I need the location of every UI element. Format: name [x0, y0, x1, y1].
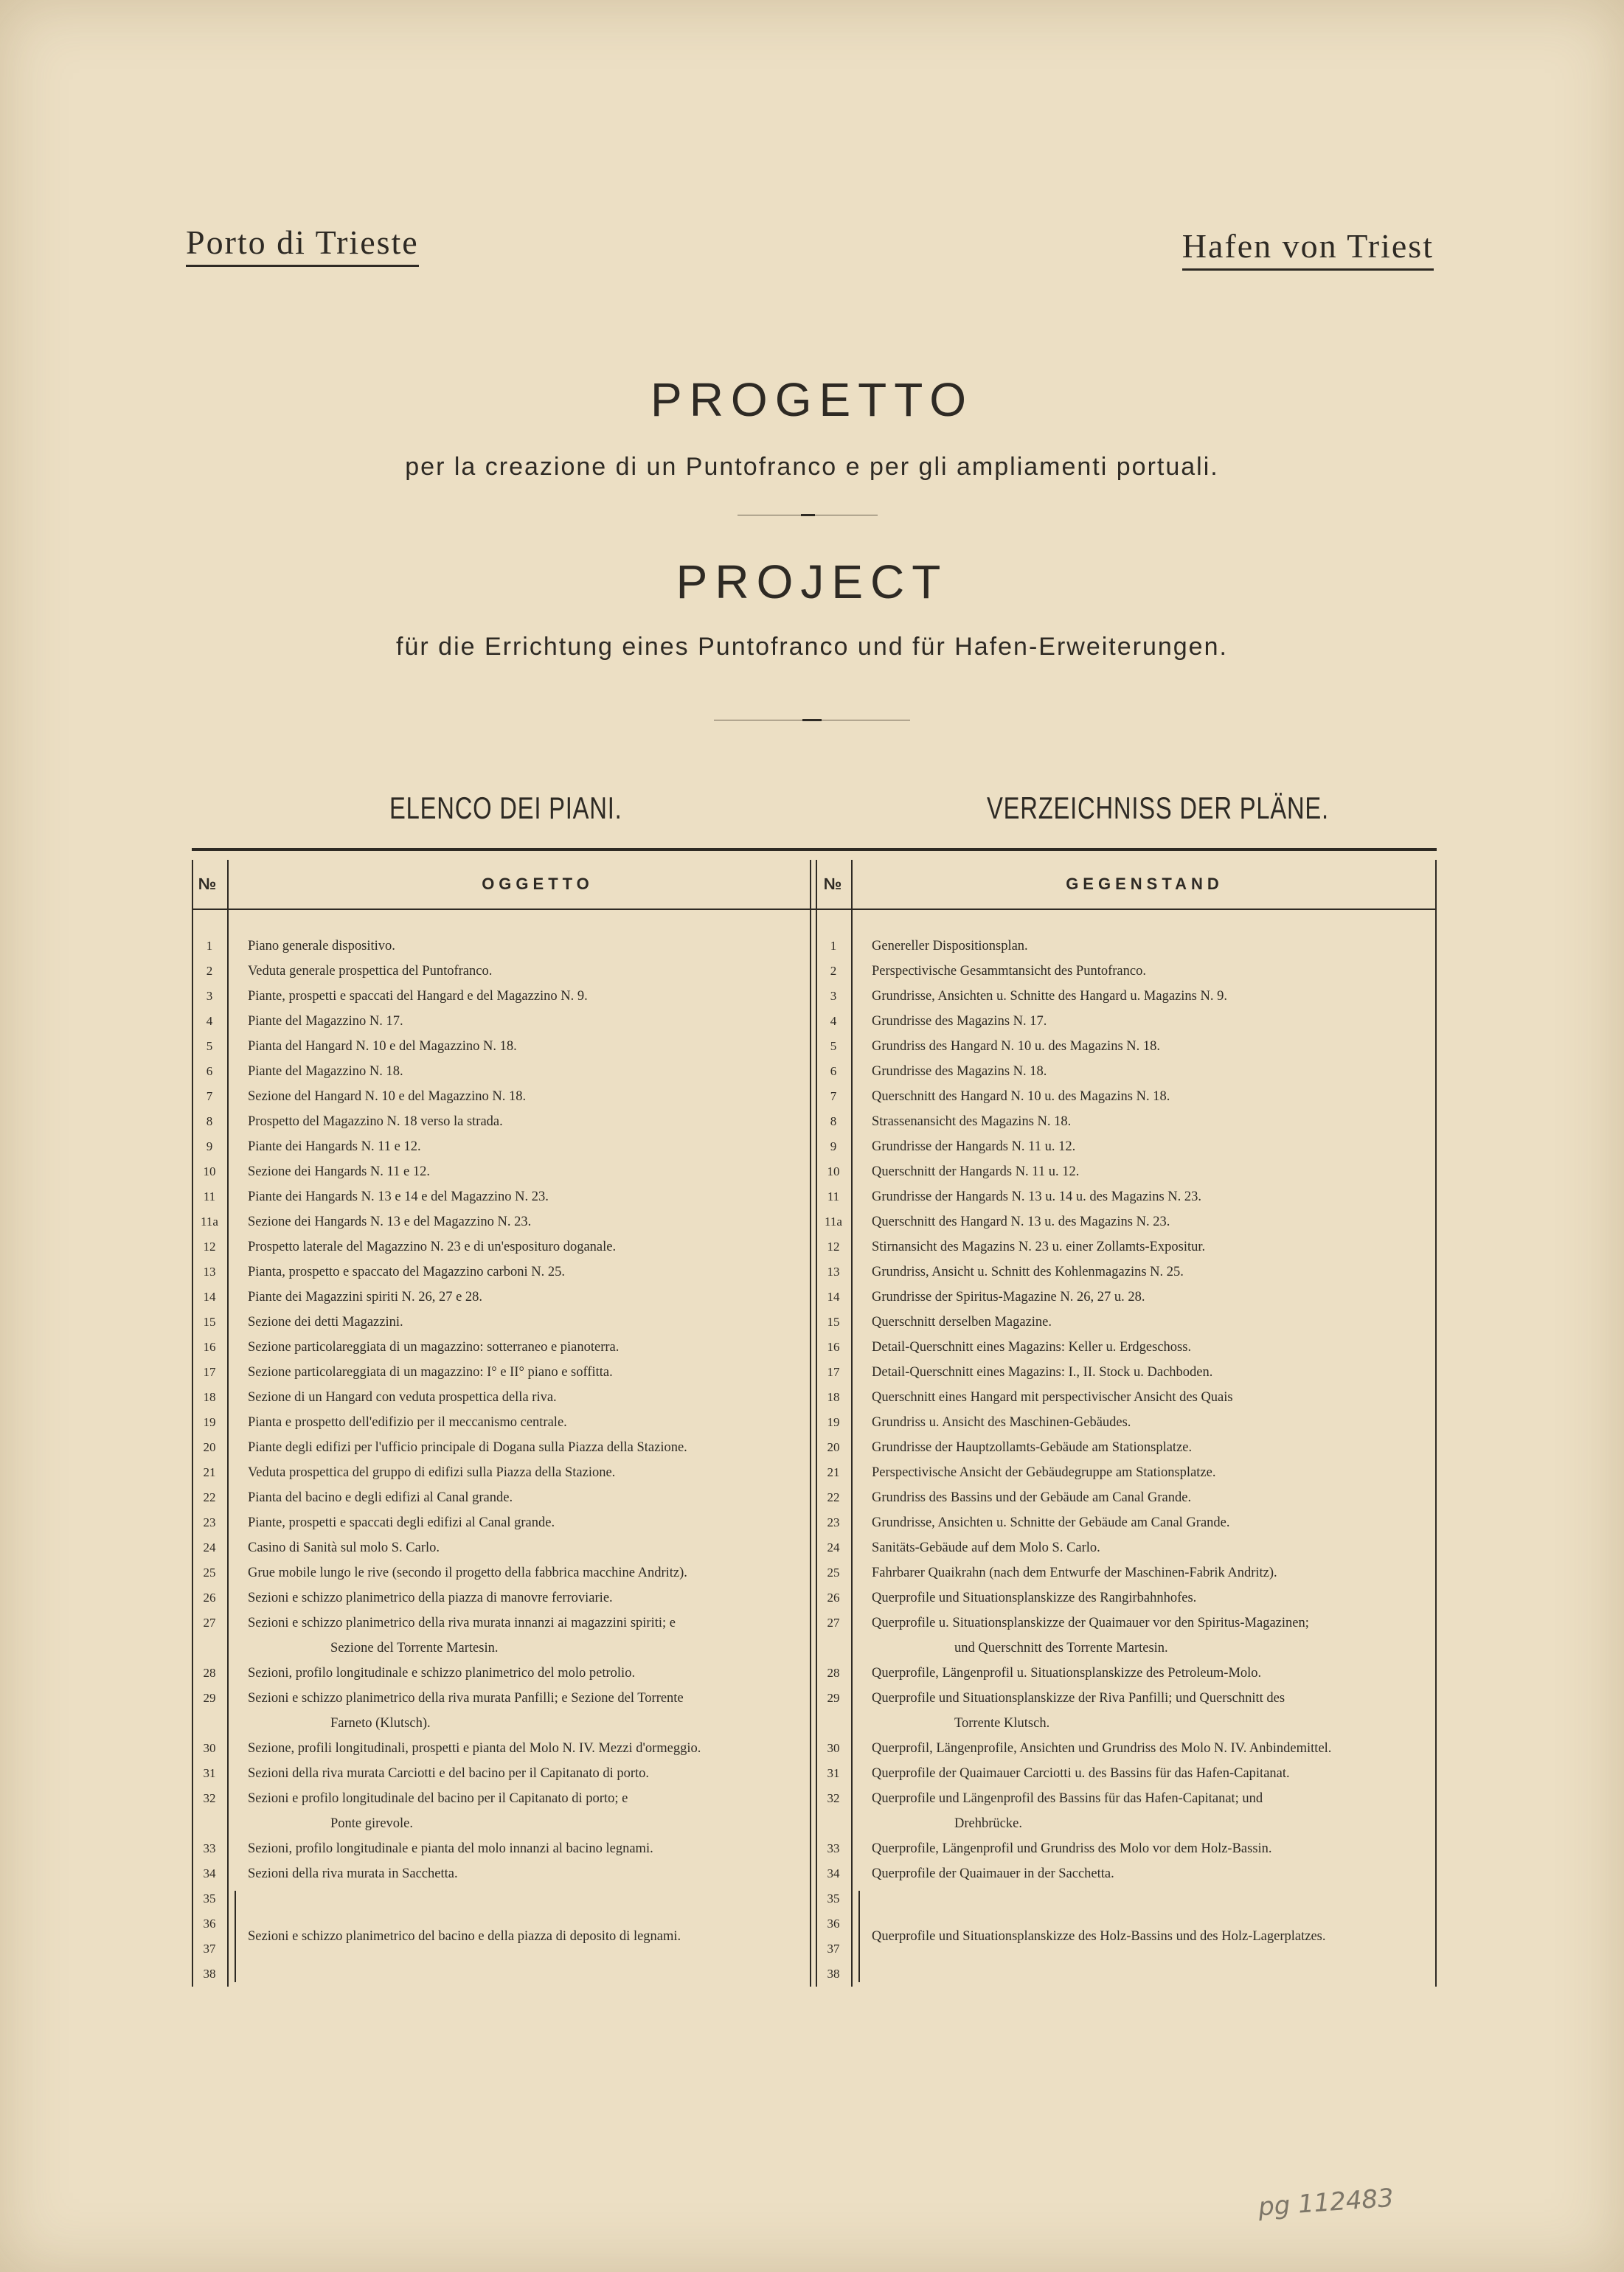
row-number-de: 29	[827, 1691, 840, 1705]
table-row	[192, 1184, 1437, 1209]
row-number-de: 5	[830, 1039, 837, 1053]
group-text-it-label: Sezioni e schizzo planimetrico del bacino e della piazza di deposito di legnami.	[248, 1929, 681, 1944]
row-text-it: Sezione particolareggiata di un magazzino: sotterraneo e pianoterra.	[248, 1340, 620, 1355]
title-project: PROJECT	[676, 555, 948, 608]
row-text-de: Detail-Querschnitt eines Magazins: Keller u. Erdgeschoss.	[872, 1340, 1192, 1355]
group-brace-de	[858, 1891, 867, 1982]
row-number-de: 27	[827, 1616, 840, 1630]
row-number-it: 37	[203, 1942, 216, 1956]
row-number-de: 21	[827, 1465, 840, 1479]
row-text-de: Querprofile u. Situationsplanskizze der Quaimauer vor den Spiritus-Magazinen;	[872, 1616, 1309, 1630]
row-text-it: Sezione di un Hangard con veduta prospettica della riva.	[248, 1390, 557, 1405]
row-number-de: 12	[827, 1240, 840, 1254]
row-number-de: 23	[827, 1515, 840, 1529]
row-text-it: Sezioni e schizzo planimetrico della riva murata Panfilli; e Sezione del Torrente	[248, 1691, 684, 1706]
table-row	[192, 1385, 1437, 1410]
row-number-it: 4	[206, 1014, 213, 1028]
row-number-it: 24	[203, 1540, 216, 1554]
row-number-de: 35	[827, 1891, 840, 1906]
row-text-de: Genereller Dispositionsplan.	[872, 939, 1028, 953]
row-number-de: 13	[827, 1265, 840, 1279]
row-number-it: 34	[203, 1866, 216, 1880]
row-text-de: Grundriss, Ansicht u. Schnitt des Kohlenmagazins N. 25.	[872, 1265, 1184, 1279]
row-text-de: Querprofile der Quaimauer in der Sacchetta.	[872, 1866, 1114, 1881]
row-number-de: 15	[827, 1315, 840, 1329]
group-text-de-label: Querprofile und Situationsplanskizze des Holz-Bassins und des Holz-Lagerplatzes.	[872, 1929, 1326, 1944]
row-text-it: Sezione dei Hangards N. 11 e 12.	[248, 1164, 430, 1179]
row-number-de: 9	[830, 1139, 837, 1153]
row-number-it: 29	[203, 1691, 216, 1705]
row-number-de: 28	[827, 1666, 840, 1680]
row-number-it: 31	[203, 1766, 216, 1780]
row-text-de: Querprofile und Situationsplanskizze der Riva Panfilli; und Querschnitt des	[872, 1691, 1285, 1706]
title-progetto: PROGETTO	[650, 373, 974, 426]
table-row	[192, 1836, 1437, 1861]
row-number-de: 14	[827, 1290, 840, 1304]
list-heading-german: VERZEICHNISS DER PLÄNE.	[987, 791, 1329, 825]
table-row	[192, 1962, 1437, 1987]
row-number-de: 31	[827, 1766, 840, 1780]
row-text-it: Sezione del Hangard N. 10 e del Magazzino N. 18.	[248, 1089, 527, 1104]
table-row	[192, 1335, 1437, 1360]
row-number-it: 3	[206, 989, 213, 1003]
row-number-de: 6	[830, 1064, 837, 1078]
row-text-de: Querprofile der Quaimauer Carciotti u. des Bassins für das Hafen-Capitanat.	[872, 1766, 1290, 1781]
row-number-it: 11a	[201, 1215, 218, 1229]
table-row	[192, 1360, 1437, 1385]
row-number-it: 6	[206, 1064, 213, 1078]
table-row	[192, 1661, 1437, 1686]
row-text-it: Sezioni della riva murata in Sacchetta.	[248, 1866, 458, 1881]
row-text-it: Piante degli edifizi per l'ufficio principale di Dogana sulla Piazza della Stazione.	[248, 1440, 687, 1455]
row-text-it: Sezioni e profilo longitudinale del bacino per il Capitanato di porto; e	[248, 1791, 628, 1806]
table-row	[192, 1761, 1437, 1786]
row-text-de: Grundrisse des Magazins N. 17.	[872, 1014, 1047, 1029]
row-text-it: Piante del Magazzino N. 17.	[248, 1014, 403, 1029]
row-text-it: Piante dei Magazzini spiriti N. 26, 27 e 28.	[248, 1290, 483, 1305]
table-row	[192, 934, 1437, 959]
archive-annotation: pg 112483	[1257, 2183, 1395, 2223]
row-number-it: 28	[203, 1666, 216, 1680]
row-text-de: Grundrisse der Spiritus-Magazine N. 26, 27 u. 28.	[872, 1290, 1145, 1305]
row-text-de: Grundrisse der Hangards N. 13 u. 14 u. des Magazins N. 23.	[872, 1189, 1201, 1204]
plans-table	[192, 848, 1437, 1981]
row-number-it: 35	[203, 1891, 216, 1906]
row-text-it-continuation: Ponte girevole.	[330, 1816, 414, 1831]
row-text-it: Veduta generale prospettica del Puntofranco.	[248, 964, 493, 979]
row-text-de: Querprofil, Längenprofile, Ansichten und Grundriss des Molo N. IV. Anbindemittel.	[872, 1741, 1332, 1756]
row-number-de: 18	[827, 1390, 840, 1404]
row-number-de: 19	[827, 1415, 840, 1429]
row-text-de: Strassenansicht des Magazins N. 18.	[872, 1114, 1072, 1129]
row-number-de: 3	[830, 989, 837, 1003]
table-row	[192, 1611, 1437, 1661]
row-text-it: Sezione dei Hangards N. 13 e del Magazzino N. 23.	[248, 1215, 532, 1229]
row-number-de: 32	[827, 1791, 840, 1805]
row-text-it-continuation: Sezione del Torrente Martesin.	[330, 1641, 499, 1656]
row-text-it: Pianta del Hangard N. 10 e del Magazzino N. 18.	[248, 1039, 517, 1054]
table-row	[192, 1134, 1437, 1159]
row-text-de: Querschnitt der Hangards N. 11 u. 12.	[872, 1164, 1080, 1179]
row-text-de: Querschnitt eines Hangard mit perspectivischer Ansicht des Quais	[872, 1390, 1233, 1405]
row-number-it: 7	[206, 1089, 213, 1103]
row-number-it: 38	[203, 1967, 216, 1981]
row-text-it: Sezioni, profilo longitudinale e pianta del molo innanzi al bacino legnami.	[248, 1841, 653, 1856]
table-header	[192, 860, 1437, 910]
row-text-de: Querschnitt des Hangard N. 13 u. des Magazins N. 23.	[872, 1215, 1170, 1229]
row-number-it: 15	[203, 1315, 216, 1329]
row-text-it: Sezioni e schizzo planimetrico della piazza di manovre ferroviarie.	[248, 1591, 613, 1605]
row-number-de: 7	[830, 1089, 837, 1103]
row-number-de: 8	[830, 1114, 837, 1128]
row-number-de: 2	[830, 964, 837, 978]
row-number-it: 2	[206, 964, 213, 978]
row-text-it: Sezione, profili longitudinali, prospetti e pianta del Molo N. IV. Mezzi d'ormeggio.	[248, 1741, 701, 1756]
row-text-it: Piante dei Hangards N. 11 e 12.	[248, 1139, 421, 1154]
row-number-it: 33	[203, 1841, 216, 1855]
row-number-de: 37	[827, 1942, 840, 1956]
row-number-de: 22	[827, 1490, 840, 1504]
row-number-it: 23	[203, 1515, 216, 1529]
table-row	[192, 1460, 1437, 1485]
row-number-it: 1	[206, 939, 213, 953]
table-row	[192, 1886, 1437, 1911]
row-text-it: Piante, prospetti e spaccati degli edifizi al Canal grande.	[248, 1515, 555, 1530]
row-text-it: Veduta prospettica del gruppo di edifizi sulla Piazza della Stazione.	[248, 1465, 616, 1480]
table-row	[192, 1009, 1437, 1034]
row-number-de: 38	[827, 1967, 840, 1981]
subtitle-german: für die Errichtung eines Puntofranco und für Hafen-Erweiterungen.	[396, 633, 1228, 661]
row-text-de: Grundrisse der Hauptzollamts-Gebäude am Stationsplatze.	[872, 1440, 1193, 1455]
row-text-it: Pianta e prospetto dell'edifizio per il meccanismo centrale.	[248, 1415, 567, 1430]
row-number-de: 36	[827, 1917, 840, 1931]
table-row	[192, 1510, 1437, 1535]
row-text-de: Stirnansicht des Magazins N. 23 u. einer Zollamts-Expositur.	[872, 1240, 1206, 1254]
row-text-it: Piante, prospetti e spaccati del Hangard e del Magazzino N. 9.	[248, 989, 588, 1004]
table-row	[192, 1159, 1437, 1184]
table-row	[192, 1084, 1437, 1109]
table-row	[192, 1560, 1437, 1585]
table-row	[192, 1059, 1437, 1084]
row-number-it: 30	[203, 1741, 216, 1755]
table-row	[192, 1535, 1437, 1560]
row-number-de: 20	[827, 1440, 840, 1454]
row-text-de: Grundrisse der Hangards N. 11 u. 12.	[872, 1139, 1076, 1154]
column-header-number-it: №	[198, 875, 221, 893]
row-number-it: 18	[203, 1390, 216, 1404]
row-number-it: 27	[203, 1616, 216, 1630]
row-text-de: Querschnitt derselben Magazine.	[872, 1315, 1052, 1330]
row-text-it: Sezione particolareggiata di un magazzino: I° e II° piano e soffitta.	[248, 1365, 613, 1380]
row-number-it: 21	[203, 1465, 216, 1479]
row-text-de: Grundriss u. Ansicht des Maschinen-Gebäudes.	[872, 1415, 1131, 1430]
row-number-it: 25	[203, 1566, 216, 1580]
row-number-it: 22	[203, 1490, 216, 1504]
row-number-it: 17	[203, 1365, 216, 1379]
row-text-it: Sezioni della riva murata Carciotti e del bacino per il Capitanato di porto.	[248, 1766, 650, 1781]
row-text-de: Querprofile, Längenprofil u. Situationsplanskizze des Petroleum-Molo.	[872, 1666, 1262, 1681]
table-row	[192, 1861, 1437, 1886]
row-text-de: Grundriss des Hangard N. 10 u. des Magazins N. 18.	[872, 1039, 1161, 1054]
header-right-hafen-von-triest: Hafen von Triest	[1182, 226, 1434, 271]
table-row	[192, 959, 1437, 984]
list-heading-italian: ELENCO DEI PIANI.	[389, 791, 622, 825]
row-text-de: Grundriss des Bassins und der Gebäude am Canal Grande.	[872, 1490, 1192, 1505]
row-number-de: 4	[830, 1014, 837, 1028]
row-number-it: 11	[203, 1189, 216, 1203]
table-row	[192, 984, 1437, 1009]
row-text-de-continuation: und Querschnitt des Torrente Martesin.	[954, 1641, 1168, 1656]
row-text-it: Pianta del bacino e degli edifizi al Canal grande.	[248, 1490, 513, 1505]
row-number-it: 20	[203, 1440, 216, 1454]
row-number-it: 9	[206, 1139, 213, 1153]
header-left-porto-di-trieste: Porto di Trieste	[186, 223, 419, 267]
row-number-it: 16	[203, 1340, 216, 1354]
row-number-de: 11	[827, 1189, 840, 1203]
row-text-it: Prospetto del Magazzino N. 18 verso la strada.	[248, 1114, 503, 1129]
row-text-it: Grue mobile lungo le rive (secondo il progetto della fabbrica macchine Andritz).	[248, 1566, 687, 1580]
column-header-number-de: №	[823, 875, 847, 893]
table-row	[192, 1786, 1437, 1836]
table-row	[192, 1285, 1437, 1310]
table-row	[192, 1260, 1437, 1285]
row-number-de: 25	[827, 1566, 840, 1580]
row-number-it: 10	[203, 1164, 216, 1178]
row-text-de: Fahrbarer Quaikrahn (nach dem Entwurfe der Maschinen-Fabrik Andritz).	[872, 1566, 1277, 1580]
row-text-it: Pianta, prospetto e spaccato del Magazzino carboni N. 25.	[248, 1265, 565, 1279]
row-number-de: 30	[827, 1741, 840, 1755]
table-row	[192, 1736, 1437, 1761]
row-number-de: 17	[827, 1365, 840, 1379]
row-number-it: 36	[203, 1917, 216, 1931]
row-number-it: 13	[203, 1265, 216, 1279]
row-text-it: Piante del Magazzino N. 18.	[248, 1064, 403, 1079]
row-number-it: 8	[206, 1114, 213, 1128]
subtitle-italian: per la creazione di un Puntofranco e per gli ampliamenti portuali.	[405, 453, 1219, 481]
row-number-de: 33	[827, 1841, 840, 1855]
row-number-it: 5	[206, 1039, 213, 1053]
row-text-de: Grundrisse des Magazins N. 18.	[872, 1064, 1047, 1079]
row-number-de: 24	[827, 1540, 840, 1554]
table-row	[192, 1435, 1437, 1460]
row-number-de: 16	[827, 1340, 840, 1354]
row-text-de: Perspectivische Ansicht der Gebäudegruppe am Stationsplatze.	[872, 1465, 1216, 1480]
row-text-de: Querschnitt des Hangard N. 10 u. des Magazins N. 18.	[872, 1089, 1170, 1104]
row-text-de: Querprofile, Längenprofil und Grundriss des Molo vor dem Holz-Bassin.	[872, 1841, 1272, 1856]
row-number-it: 26	[203, 1591, 216, 1605]
row-text-it: Sezioni e schizzo planimetrico della riva murata innanzi ai magazzini spiriti; e	[248, 1616, 676, 1630]
row-text-it: Casino di Sanità sul molo S. Carlo.	[248, 1540, 440, 1555]
row-number-de: 10	[827, 1164, 840, 1178]
row-number-it: 19	[203, 1415, 216, 1429]
table-row	[192, 1209, 1437, 1234]
table-row	[192, 1109, 1437, 1134]
row-number-de: 11a	[825, 1215, 842, 1229]
row-text-de: Grundrisse, Ansichten u. Schnitte der Gebäude am Canal Grande.	[872, 1515, 1230, 1530]
table-row	[192, 1485, 1437, 1510]
table-row	[192, 1310, 1437, 1335]
row-text-it: Sezione dei detti Magazzini.	[248, 1315, 403, 1330]
table-row	[192, 1585, 1437, 1611]
row-text-it: Prospetto laterale del Magazzino N. 23 e di un'esposituro doganale.	[248, 1240, 617, 1254]
row-number-it: 12	[203, 1240, 216, 1254]
row-text-it: Piante dei Hangards N. 13 e 14 e del Magazzino N. 23.	[248, 1189, 549, 1204]
row-number-it: 32	[203, 1791, 216, 1805]
table-row	[192, 1234, 1437, 1260]
group-brace-it	[235, 1891, 243, 1982]
row-text-de: Querprofile und Situationsplanskizze des Rangirbahnhofes.	[872, 1591, 1197, 1605]
column-header-oggetto: OGGETTO	[482, 875, 594, 893]
row-number-de: 26	[827, 1591, 840, 1605]
table-row	[192, 1410, 1437, 1435]
table-row	[192, 1034, 1437, 1059]
row-number-de: 1	[830, 939, 837, 953]
row-text-de: Querprofile und Längenprofil des Bassins für das Hafen-Capitanat; und	[872, 1791, 1263, 1806]
column-header-gegenstand: GEGENSTAND	[1066, 875, 1224, 893]
row-text-it-continuation: Farneto (Klutsch).	[330, 1716, 431, 1731]
row-text-it: Sezioni, profilo longitudinale e schizzo planimetrico del molo petrolio.	[248, 1666, 636, 1681]
row-text-de: Perspectivische Gesammtansicht des Puntofranco.	[872, 964, 1146, 979]
row-text-de: Sanitäts-Gebäude auf dem Molo S. Carlo.	[872, 1540, 1100, 1555]
row-number-it: 14	[203, 1290, 216, 1304]
table-row	[192, 1686, 1437, 1736]
row-number-de: 34	[827, 1866, 840, 1880]
row-text-de-continuation: Torrente Klutsch.	[954, 1716, 1050, 1731]
row-text-de: Grundrisse, Ansichten u. Schnitte des Hangard u. Magazins N. 9.	[872, 989, 1227, 1004]
row-text-it: Piano generale dispositivo.	[248, 939, 395, 953]
row-text-de: Detail-Querschnitt eines Magazins: I., II. Stock u. Dachboden.	[872, 1365, 1213, 1380]
row-text-de-continuation: Drehbrücke.	[954, 1816, 1022, 1831]
